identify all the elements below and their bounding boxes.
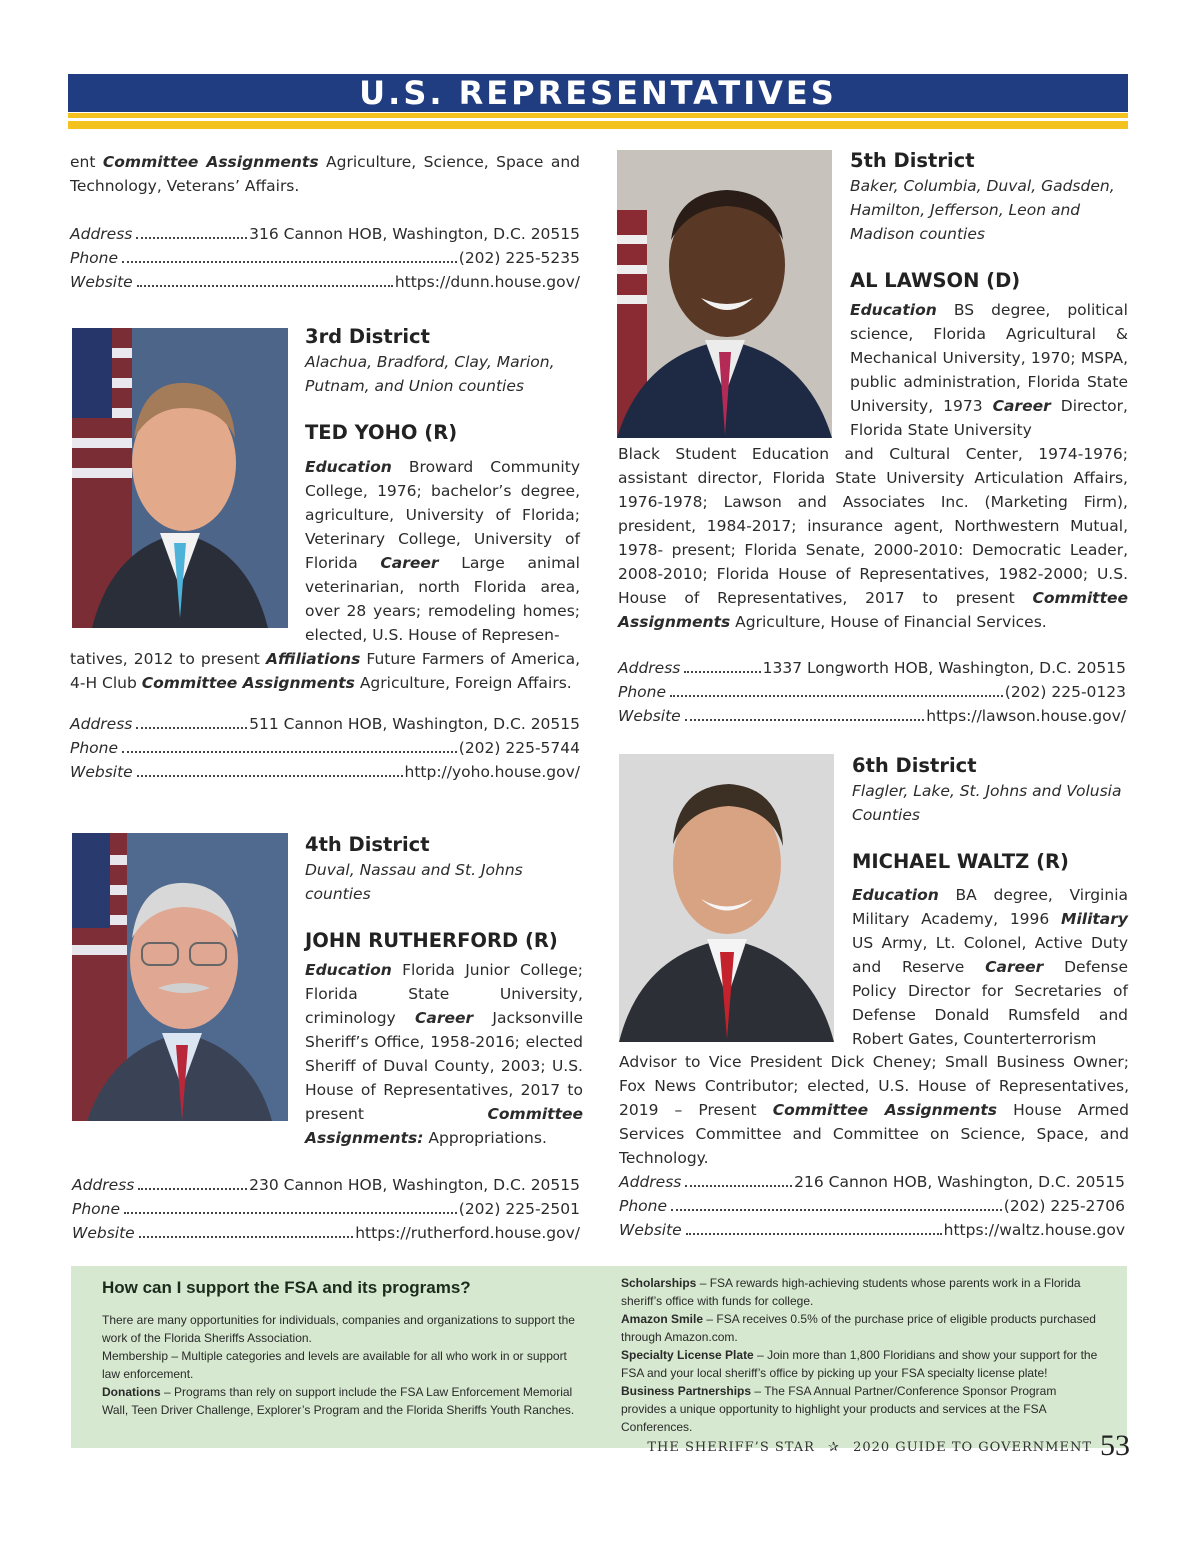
lawson-phone: (202) 225-0123 (1004, 683, 1126, 701)
dunn-phone-row: Phone (202) 225-5235 (70, 246, 580, 270)
lawson-website-row[interactable]: Website https://lawson.house.gov/ (618, 704, 1126, 728)
lawson-counties: Baker, Columbia, Duval, Gadsden, Hamilton, Jefferson, Leon and Madison counties (850, 177, 1115, 243)
dunn-website-row[interactable]: Website https://dunn.house.gov/ (70, 270, 580, 294)
waltz-phone: (202) 225-2706 (1003, 1197, 1125, 1215)
header-stripe-thick (68, 121, 1128, 129)
lawson-name: AL LAWSON (D) (850, 269, 1021, 292)
rutherford-website-link[interactable]: https://rutherford.house.gov/ (355, 1224, 580, 1242)
rutherford-district: 4th District (305, 833, 430, 856)
lawson-address-row: Address 1337 Longworth HOB, Washington, D.C. 20515 (618, 656, 1126, 680)
star-icon: ✰ (828, 1440, 840, 1455)
yoho-affiliations: Future Farmers of America, 4-H Club (70, 650, 580, 692)
rutherford-committee-label: Committee Assignments: (305, 1105, 583, 1147)
waltz-bio-part1 (852, 883, 1128, 1051)
support-box (71, 1266, 1127, 1448)
lawson-bio-part1 (850, 298, 1128, 442)
rutherford-phone-row: Phone (202) 225-2501 (72, 1197, 580, 1221)
footer-text (647, 1440, 1092, 1455)
yoho-website-row[interactable]: Website http://yoho.house.gov/ (70, 760, 580, 784)
dunn-committee-label: Committee Assignments (102, 153, 319, 171)
yoho-header (305, 324, 580, 446)
yoho-website-link[interactable]: http://yoho.house.gov/ (404, 763, 580, 781)
rutherford-website-row[interactable]: Website https://rutherford.house.gov/ (72, 1221, 580, 1245)
dunn-address: 316 Cannon HOB, Washington, D.C. 20515 (249, 225, 580, 243)
waltz-career-part2: Advisor to Vice President Dick Cheney; Small Business Owner; Fox News Contributor; elected, U.S. House of Representatives, 2019 – Present (619, 1053, 1129, 1119)
waltz-contact (619, 1170, 1125, 1242)
support-donations: Donations – Programs than rely on support include the FSA Law Enforcement Memorial Wall, Teen Driver Challenge, Explorer’s Program and the Florida Sheriffs Youth Ranches. (102, 1385, 575, 1417)
waltz-bio-part2 (619, 1050, 1129, 1170)
lawson-website-link[interactable]: https://lawson.house.gov/ (926, 707, 1126, 725)
lawson-education: BS degree, political science, Florida Agricultural & Mechanical University, 1970; MSPA, public administration, Florida State University, 1973 (850, 301, 1128, 415)
lawson-career-label: Career (992, 397, 1051, 415)
dunn-committee-paragraph (70, 150, 580, 198)
rutherford-address-row: Address 230 Cannon HOB, Washington, D.C. 20515 (72, 1173, 580, 1197)
support-title: How can I support the FSA and its programs? (102, 1278, 471, 1297)
rutherford-education: Florida Junior College; Florida State University, criminology (305, 961, 583, 1027)
yoho-name: TED YOHO (R) (305, 421, 458, 444)
rutherford-career: Jacksonville Sheriff’s Office, 1958-2016; elected Sheriff of Duval County, 2003; U.S. House of Representatives, 2017 to present (305, 1009, 583, 1123)
rutherford-name: JOHN RUTHERFORD (R) (305, 929, 558, 952)
support-left-column (102, 1311, 582, 1419)
rutherford-committee-text: Appropriations. (428, 1129, 547, 1147)
yoho-affiliations-label: Affiliations (265, 650, 361, 668)
yoho-education-label: Education (305, 458, 392, 476)
support-right-column (621, 1274, 1101, 1436)
waltz-name: MICHAEL WALTZ (R) (852, 850, 1069, 873)
support-business-partnerships: Business Partnerships – The FSA Annual Partner/Conference Sponsor Program provides a unique opportunity to highlight your products and services at the FSA Conferences. (621, 1384, 1057, 1434)
waltz-photo (619, 754, 834, 1042)
yoho-education: Broward Community College, 1976; bachelor’s degree, agriculture, University of Florida; Veterinary College, University of Florida (305, 458, 580, 572)
lawson-committee-text: Agriculture, House of Financial Services. (735, 613, 1047, 631)
support-amazon-smile: Amazon Smile – FSA receives 0.5% of the purchase price of eligible products purchased through Amazon.com. (621, 1312, 1096, 1344)
yoho-photo (72, 328, 288, 628)
waltz-counties: Flagler, Lake, St. Johns and Volusia Counties (852, 782, 1122, 824)
yoho-career-label: Career (380, 554, 439, 572)
rutherford-address: 230 Cannon HOB, Washington, D.C. 20515 (249, 1176, 580, 1194)
rutherford-counties: Duval, Nassau and St. Johns counties (305, 861, 523, 903)
waltz-header (852, 753, 1128, 875)
yoho-committee-label: Committee Assignments (141, 674, 355, 692)
waltz-education: BA degree, Virginia Military Academy, 1996 (852, 886, 1128, 928)
support-license-plate: Specialty License Plate – Join more than 1,800 Floridians and show your support for the FSA and your local sheriff’s office by picking up your FSA specialty license plate! (621, 1348, 1098, 1380)
lawson-education-label: Education (850, 301, 937, 319)
lawson-career-part2: Black Student Education and Cultural Center, 1974-1976; assistant director, Florida State University Articulation Affairs, 1976-1978; Lawson and Associates Inc. (Marketing Firm), president, 1984-2017; insurance agent, Northwestern Mutual, 1978- present; Florida Senate, 2000-2010: Democratic Leader, 2008-2010; Florida House of Representatives, 1982-2000; U.S. House of Representatives, 2017 to present (618, 445, 1128, 607)
rutherford-education-label: Education (305, 961, 392, 979)
yoho-committee-text: Agriculture, Foreign Affairs. (359, 674, 572, 692)
rutherford-header (305, 832, 583, 954)
footer-guide: 2020 GUIDE TO GOVERNMENT (853, 1440, 1092, 1455)
header-banner (68, 74, 1128, 112)
yoho-phone: (202) 225-5744 (458, 739, 580, 757)
dunn-contact (70, 222, 580, 294)
lawson-district: 5th District (850, 149, 975, 172)
dunn-website-link[interactable]: https://dunn.house.gov/ (394, 273, 580, 291)
rutherford-phone: (202) 225-2501 (458, 1200, 580, 1218)
waltz-phone-row: Phone (202) 225-2706 (619, 1194, 1125, 1218)
yoho-address: 511 Cannon HOB, Washington, D.C. 20515 (249, 715, 580, 733)
page-title: U.S. REPRESENTATIVES (359, 74, 837, 112)
waltz-military: US Army, Lt. Colonel, Active Duty and Reserve (852, 934, 1128, 976)
dunn-address-row: Address 316 Cannon HOB, Washington, D.C. 20515 (70, 222, 580, 246)
page-number: 53 (1100, 1429, 1130, 1462)
waltz-address-row: Address 216 Cannon HOB, Washington, D.C. 20515 (619, 1170, 1125, 1194)
dunn-committee-text: Agriculture, Science, Space and Technology, Veterans’ Affairs. (70, 153, 580, 195)
lawson-phone-row: Phone (202) 225-0123 (618, 680, 1126, 704)
support-intro: There are many opportunities for individuals, companies and organizations to support the work of the Florida Sheriffs Association. (102, 1313, 575, 1345)
yoho-career-part2: tatives, 2012 to present (70, 650, 260, 668)
support-scholarships: Scholarships – FSA rewards high-achieving students whose parents work in a Florida sheriff’s office with funds for college. (621, 1276, 1081, 1308)
lawson-photo (617, 150, 832, 438)
rutherford-bio (305, 958, 583, 1150)
waltz-committee-text: House Armed Services Committee and Committee on Science, Space, and Technology. (619, 1101, 1129, 1167)
waltz-education-label: Education (852, 886, 939, 904)
rutherford-career-label: Career (414, 1009, 474, 1027)
yoho-district: 3rd District (305, 325, 430, 348)
yoho-career-part1: Large animal veterinarian, north Florida area, over 28 years; remodeling homes; elected, U.S. House of Represen- (305, 554, 580, 644)
lawson-career-part1: Director, Florida State University (850, 397, 1128, 439)
lawson-committee-label: Committee Assignments (618, 589, 1128, 631)
waltz-address: 216 Cannon HOB, Washington, D.C. 20515 (794, 1173, 1125, 1191)
waltz-military-label: Military (1061, 910, 1128, 928)
yoho-contact (70, 712, 580, 784)
yoho-address-row: Address 511 Cannon HOB, Washington, D.C. 20515 (70, 712, 580, 736)
rutherford-photo (72, 833, 288, 1121)
lawson-contact (618, 656, 1126, 728)
yoho-counties: Alachua, Bradford, Clay, Marion, Putnam, and Union counties (305, 353, 555, 395)
dunn-continued-text: ent (70, 153, 96, 171)
waltz-website-row[interactable]: Website https://waltz.house.gov (619, 1218, 1125, 1242)
support-membership: Membership – Multiple categories and levels are available for all who work in or support law enforcement. (102, 1349, 567, 1381)
header-stripe-thin (68, 113, 1128, 118)
yoho-bio-part2 (70, 647, 580, 695)
waltz-career-label: Career (985, 958, 1044, 976)
lawson-address: 1337 Longworth HOB, Washington, D.C. 20515 (762, 659, 1126, 677)
waltz-district: 6th District (852, 754, 977, 777)
dunn-phone: (202) 225-5235 (458, 249, 580, 267)
waltz-website-link[interactable]: https://waltz.house.gov (943, 1221, 1125, 1239)
yoho-phone-row: Phone (202) 225-5744 (70, 736, 580, 760)
lawson-bio-part2 (618, 442, 1128, 634)
lawson-header (850, 148, 1128, 294)
waltz-committee-label: Committee Assignments (772, 1101, 997, 1119)
waltz-career-part1: Defense Policy Director for Secretaries of Defense Donald Rumsfeld and Robert Gates, Counterterrorism (852, 958, 1128, 1048)
yoho-bio-part1 (305, 455, 580, 647)
rutherford-contact (72, 1173, 580, 1245)
footer-publication: THE SHERIFF’S STAR (647, 1440, 815, 1455)
